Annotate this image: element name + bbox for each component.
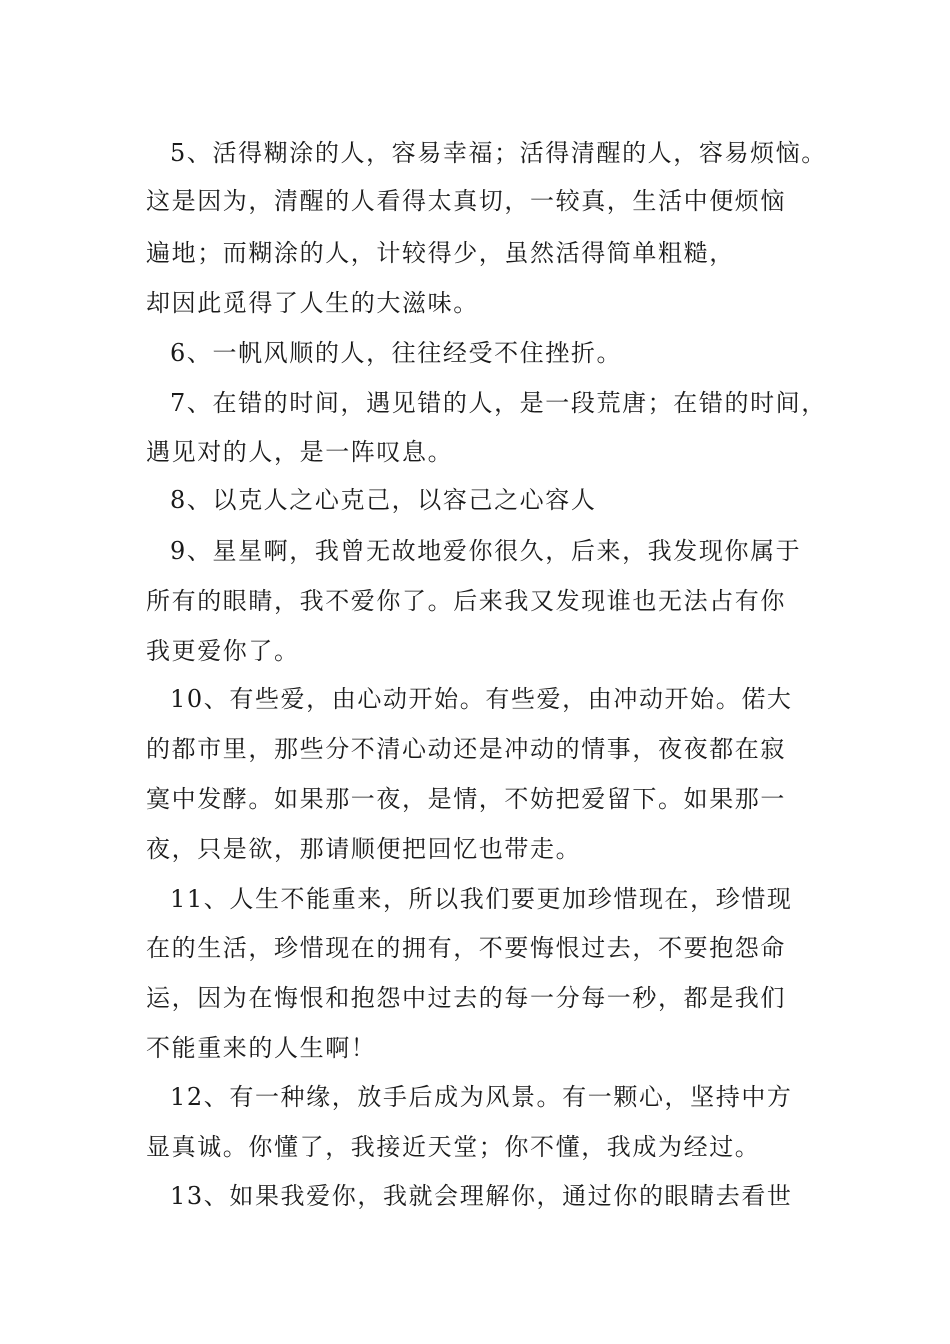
- paragraph-12-line-2: 显真诚。你懂了，我接近天堂；你不懂，我成为经过。: [146, 1133, 761, 1161]
- paragraph-5-line-3: 遍地；而糊涂的人，计较得少，虽然活得简单粗糙，: [146, 239, 735, 267]
- paragraph-5-line-1: 5、活得糊涂的人，容易幸福；活得清醒的人，容易烦恼。: [170, 139, 827, 167]
- paragraph-7-line-1: 7、在错的时间，遇见错的人，是一段荒唐；在错的时间，: [170, 389, 827, 417]
- paragraph-6-line-1: 6、一帆风顺的人，往往经受不住挫折。: [170, 339, 623, 367]
- paragraph-11-line-4: 不能重来的人生啊！: [146, 1034, 377, 1062]
- paragraph-9-line-3: 我更爱你了。: [146, 637, 300, 665]
- paragraph-10-line-4: 夜，只是欲，那请顺便把回忆也带走。: [146, 835, 582, 863]
- paragraph-9-line-1: 9、星星啊，我曾无故地爱你很久，后来，我发现你属于: [170, 537, 802, 565]
- paragraph-5-line-2: 这是因为，清醒的人看得太真切，一较真，生活中便烦恼: [146, 187, 786, 215]
- paragraph-12-line-1: 12、有一种缘，放手后成为风景。有一颗心，坚持中方: [170, 1083, 793, 1111]
- paragraph-11-line-3: 运，因为在悔恨和抱怨中过去的每一分每一秒，都是我们: [146, 984, 786, 1012]
- paragraph-9-line-2: 所有的眼睛，我不爱你了。后来我又发现谁也无法占有你: [146, 587, 786, 615]
- paragraph-10-line-2: 的都市里，那些分不清心动还是冲动的情事，夜夜都在寂: [146, 735, 786, 763]
- paragraph-7-line-2: 遇见对的人，是一阵叹息。: [146, 438, 454, 466]
- paragraph-5-line-4: 却因此觅得了人生的大滋味。: [146, 289, 479, 317]
- paragraph-11-line-2: 在的生活，珍惜现在的拥有，不要悔恨过去，不要抱怨命: [146, 934, 786, 962]
- paragraph-10-line-1: 10、有些爱，由心动开始。有些爱，由冲动开始。偌大: [170, 685, 793, 713]
- paragraph-10-line-3: 寞中发酵。如果那一夜，是情，不妨把爱留下。如果那一: [146, 785, 786, 813]
- paragraph-8-line-1: 8、以克人之心克己，以容己之心容人: [170, 486, 597, 514]
- paragraph-11-line-1: 11、人生不能重来，所以我们要更加珍惜现在，珍惜现: [170, 885, 793, 913]
- paragraph-13-line-1: 13、如果我爱你，我就会理解你，通过你的眼睛去看世: [170, 1182, 793, 1210]
